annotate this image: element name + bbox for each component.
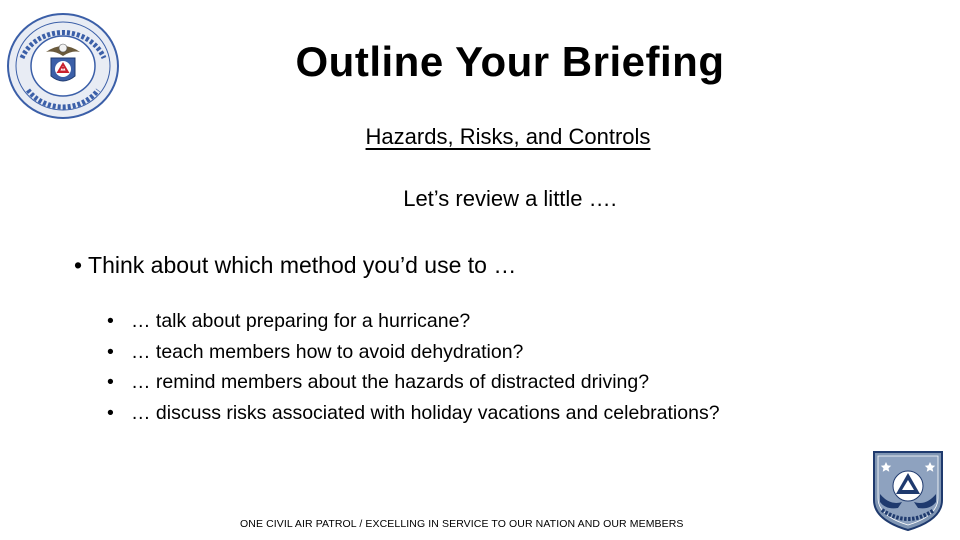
bullet-marker: •: [107, 310, 114, 332]
bullet-marker: •: [107, 340, 114, 363]
footer-tagline: ONE CIVIL AIR PATROL / EXCELLING IN SERVICE TO OUR NATION AND OUR MEMBERS: [240, 518, 684, 530]
bullet-marker: •: [107, 371, 114, 393]
list-item-text: … teach members how to avoid dehydration?: [131, 340, 524, 363]
main-bullet-text: Think about which method you’d use to …: [88, 252, 517, 278]
slide-title: Outline Your Briefing: [295, 38, 725, 85]
list-item: [107, 306, 720, 337]
sub-bullet-list: [107, 306, 720, 428]
list-item: [107, 398, 720, 429]
list-item-text: … talk about preparing for a hurricane?: [131, 310, 471, 332]
cap-seal-logo: [6, 12, 120, 120]
bullet-marker: •: [107, 401, 114, 424]
main-bullet: [74, 252, 516, 279]
bullet-marker: •: [74, 252, 83, 278]
list-item-text: … remind members about the hazards of distracted driving?: [131, 371, 650, 393]
intro-text: Let’s review a little ….: [403, 186, 617, 211]
cap-safety-shield-logo: [868, 448, 948, 532]
list-item: [107, 367, 720, 398]
list-item-text: … discuss risks associated with holiday vacations and celebrations?: [131, 401, 720, 424]
slide-subtitle: Hazards, Risks, and Controls: [365, 124, 651, 149]
list-item: [107, 337, 720, 368]
